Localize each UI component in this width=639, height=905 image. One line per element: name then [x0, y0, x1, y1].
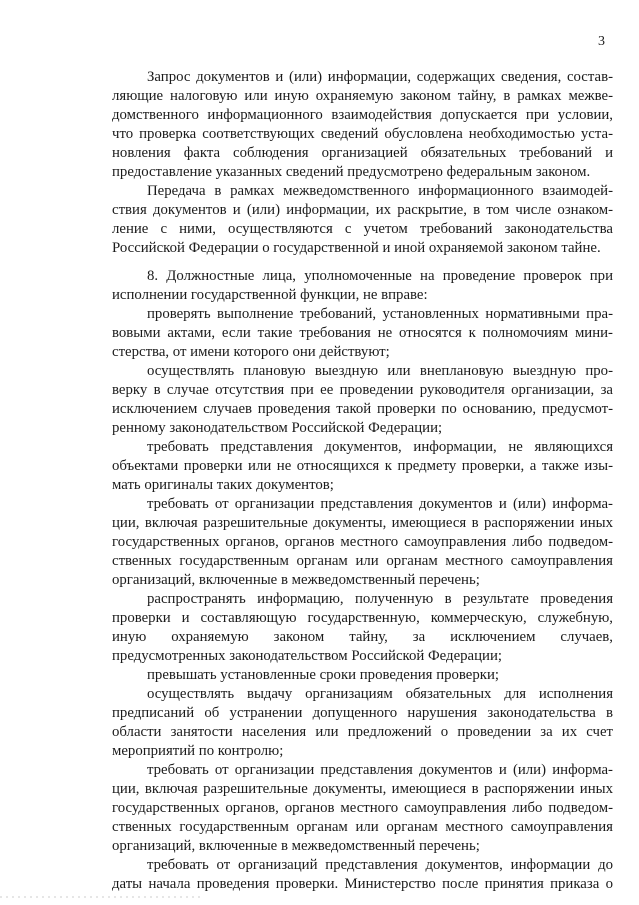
text-line: проверки и составляющую государственную, коммерческую, служебную,	[112, 610, 613, 626]
text-line: домственного информационного взаимодействия допускается при условии,	[112, 107, 613, 123]
text-line: ляющие налоговую или иную охраняемую законом тайну, в рамках межве-	[112, 88, 613, 104]
text-line: организаций, включенные в межведомственный перечень;	[112, 572, 480, 588]
text-line: государственных органов, органов местного самоуправления либо подведом-	[112, 800, 613, 816]
text-line: предоставление указанных сведений предусмотрено федеральным законом.	[112, 164, 591, 180]
text-line: новления факта соблюдения организацией обязательных требований и	[112, 145, 613, 161]
text-line: организаций, включенные в межведомственный перечень;	[112, 838, 480, 854]
text-line: мать оригиналы таких документов;	[112, 477, 334, 493]
text-line: ренному законодательством Российской Федерации;	[112, 420, 443, 436]
text-line: ственных государственным органам или органам местного самоуправления	[112, 819, 613, 835]
text-line: верку в случае отсутствия при ее проведении руководителя организации, за	[112, 382, 613, 398]
text-line: требовать от организации представления документов и (или) информа-	[147, 762, 613, 778]
text-line: 8. Должностные лица, уполномоченные на проведение проверок при	[147, 268, 613, 284]
text-line: государственных органов, органов местного самоуправления либо подведом-	[112, 534, 613, 550]
text-line: превышать установленные сроки проведения проверки;	[147, 667, 499, 683]
text-line: осуществлять плановую выездную или внеплановую выездную про-	[147, 363, 613, 379]
text-line: осуществлять выдачу организациям обязательных для исполнения	[147, 686, 613, 702]
text-line: ции, включая разрешительные документы, имеющиеся в распоряжении иных	[112, 781, 613, 797]
text-line: области занятости населения или предложений о проведении за их счет	[112, 724, 613, 740]
text-line: объектами проверки или не относящихся к предмету проверки, а также изы-	[112, 458, 613, 474]
text-line: ствия документов и (или) информации, их раскрытие, в том числе ознаком-	[112, 202, 613, 218]
text-line: ции, включая разрешительные документы, имеющиеся в распоряжении иных	[112, 515, 613, 531]
text-line: стерства, от имени которого они действуют;	[112, 344, 390, 360]
text-line: даты начала проведения проверки. Министерство после принятия приказа о	[112, 876, 613, 892]
text-line: вовыми актами, если такие требования не относятся к полномочиям мини-	[112, 325, 613, 341]
text-line: исполнении государственной функции, не вправе:	[112, 287, 428, 303]
text-line: Российской Федерации о государственной и иной охраняемой законом тайне.	[112, 240, 601, 256]
text-line: требовать от организаций представления документов, информации до	[147, 857, 613, 873]
text-line: ственных государственным органам или органам местного самоуправления	[112, 553, 613, 569]
text-line: ление с ними, осуществляются с учетом требований законодательства	[112, 221, 613, 237]
text-line: проверять выполнение требований, установленных нормативными пра-	[147, 306, 613, 322]
scan-artifact	[0, 896, 200, 898]
text-line: предусмотренных законодательством Российской Федерации;	[112, 648, 502, 664]
page-number: 3	[598, 34, 605, 49]
text-line: Запрос документов и (или) информации, содержащих сведения, состав-	[147, 69, 613, 85]
text-line: распространять информацию, полученную в результате проведения	[147, 591, 613, 607]
text-line: мероприятий по контролю;	[112, 743, 284, 759]
text-line: иную охраняемую законом тайну, за исключением случаев,	[112, 629, 613, 645]
text-line: Передача в рамках межведомственного информационного взаимодей-	[147, 183, 613, 199]
text-line: требовать представления документов, информации, не являющихся	[147, 439, 613, 455]
text-line: исключением случаев проведения такой проверки по основанию, предусмот-	[112, 401, 613, 417]
text-line: требовать от организации представления документов и (или) информа-	[147, 496, 613, 512]
text-line: что проверка соответствующих сведений обусловлена необходимостью уста-	[112, 126, 613, 142]
text-line: предписаний об устранении допущенного нарушения законодательства в	[112, 705, 613, 721]
